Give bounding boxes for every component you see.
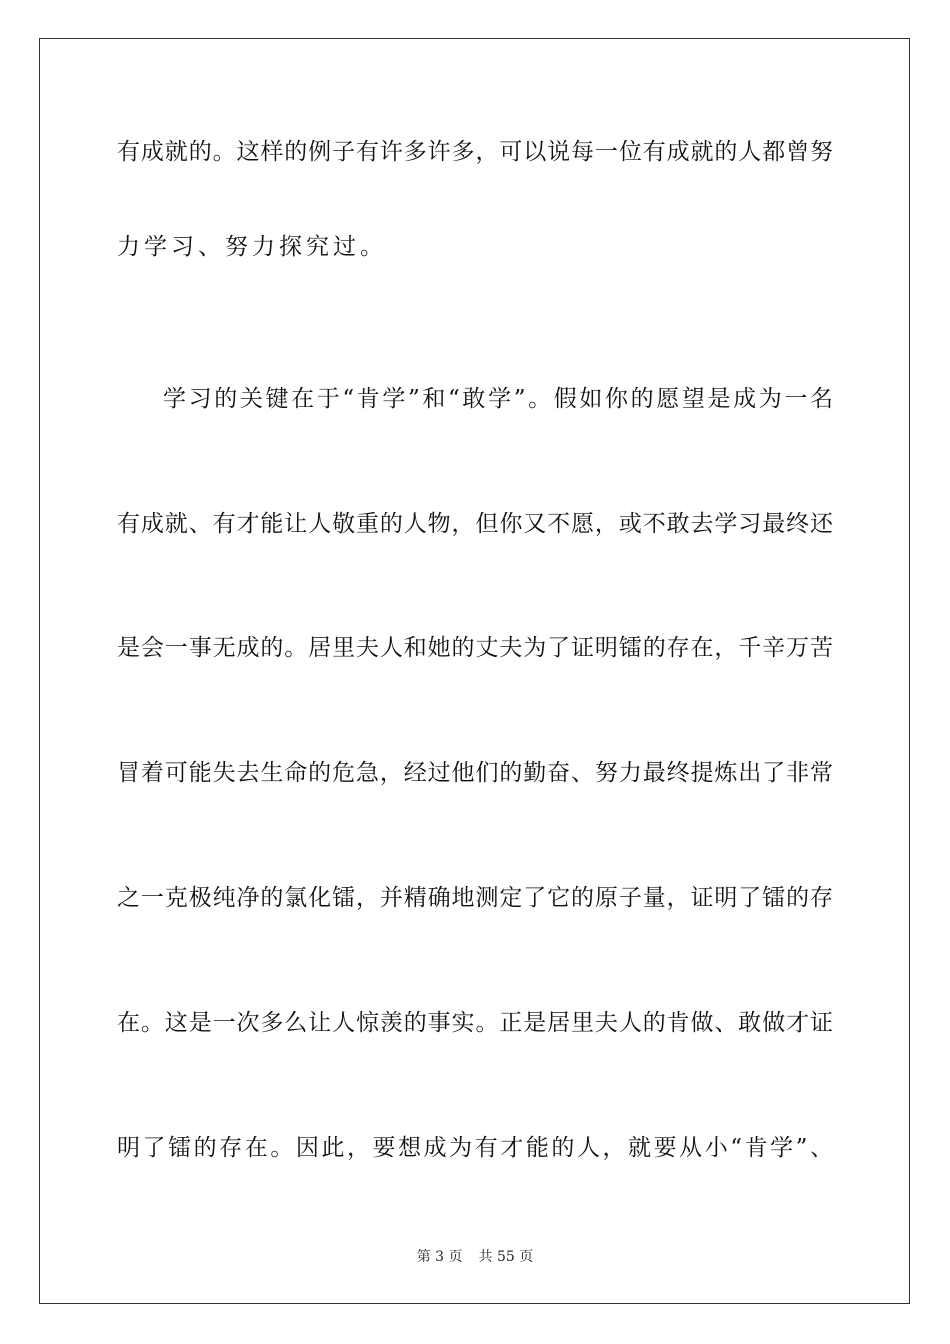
body-line-7: 之一克极纯净的氯化镭，并精确地测定了它的原子量，证明了镭的存: [117, 885, 833, 911]
body-line-3: 学习的关键在于“肯学”和“敢学”。假如你的愿望是成为一名: [163, 386, 833, 412]
body-line-2: 力学习、努力探究过。: [117, 234, 387, 260]
body-line-9: 明了镭的存在。因此，要想成为有才能的人，就要从小“肯学”、: [117, 1135, 833, 1161]
page-number: 第 3 页: [416, 1249, 463, 1265]
page-footer: [0, 1248, 950, 1266]
body-line-5: 是会一事无成的。居里夫人和她的丈夫为了证明镭的存在，千辛万苦: [117, 635, 833, 661]
body-line-8: 在。这是一次多么让人惊羡的事实。正是居里夫人的肯做、敢做才证: [117, 1010, 833, 1036]
body-line-6: 冒着可能失去生命的危急，经过他们的勤奋、努力最终提炼出了非常: [117, 760, 833, 786]
body-line-1: 有成就的。这样的例子有许多许多，可以说每一位有成就的人都曾努: [117, 139, 833, 165]
page-border: [39, 38, 910, 1304]
page-total: 共 55 页: [478, 1249, 534, 1265]
body-line-4: 有成就、有才能让人敬重的人物，但你又不愿，或不敢去学习最终还: [117, 511, 833, 537]
